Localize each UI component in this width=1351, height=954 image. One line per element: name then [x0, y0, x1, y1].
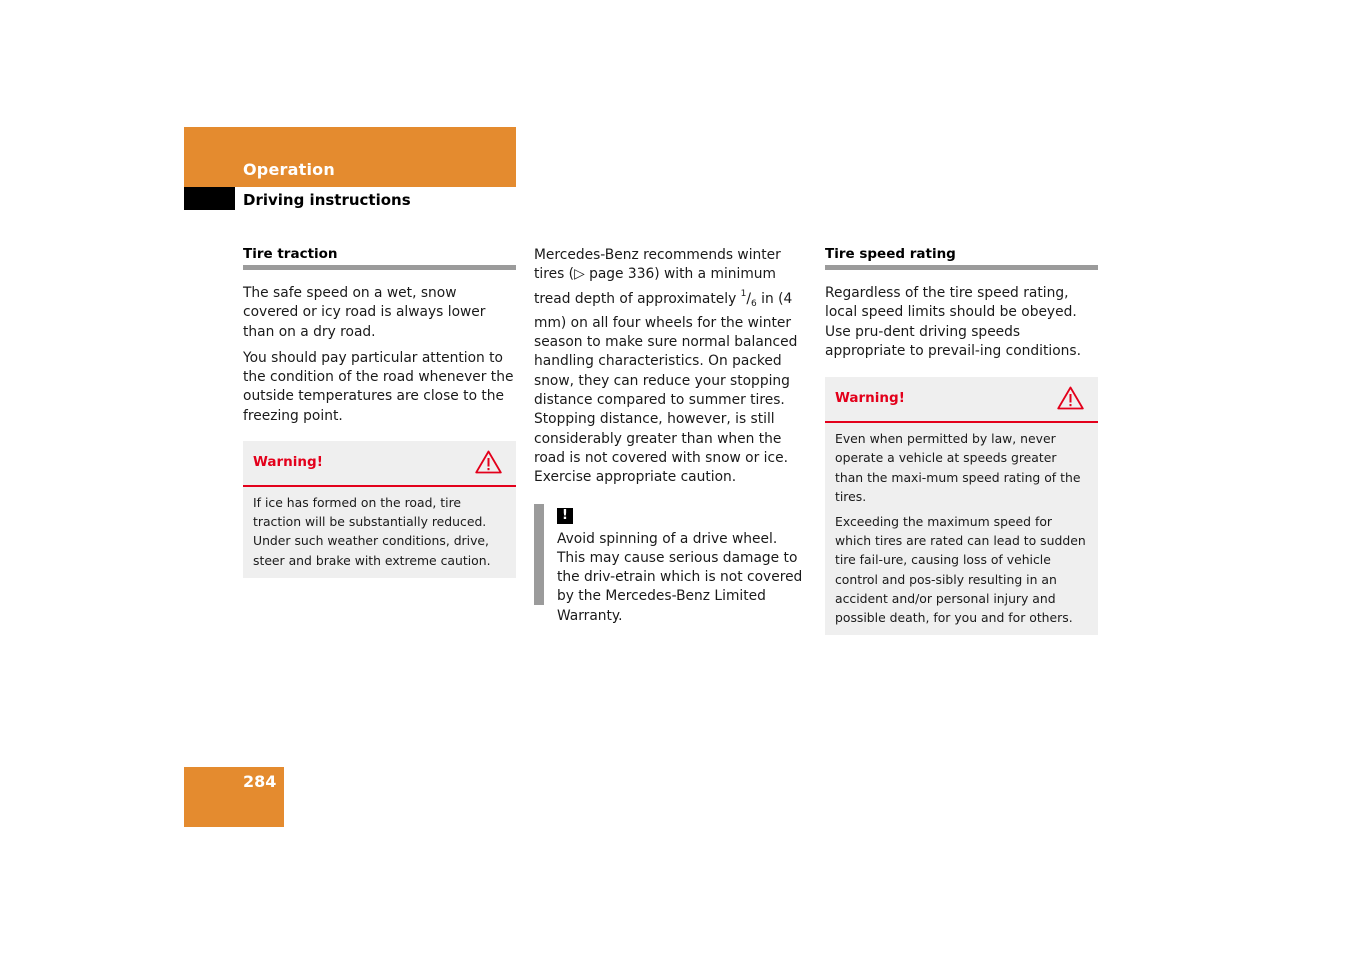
- column-tire-traction: [243, 246, 516, 578]
- warning-body: [243, 487, 516, 578]
- warning-box: [825, 377, 1098, 635]
- warning-text: Exceeding the maximum speed for which tires are rated can lead to sudden tire fail-ure, causing loss of vehicle control and pos-sibly resulting in an accident and/or personal injury and possible death, for you and for others.: [835, 514, 1086, 626]
- warning-header: [243, 441, 516, 487]
- heading-tire-traction: Tire traction: [243, 246, 338, 262]
- paragraph-winter-tires: [534, 246, 807, 488]
- page-ref-arrow: ▷: [574, 266, 585, 283]
- paragraph: The safe speed on a wet, snow covered or icy road is always lower than on a dry road.: [243, 285, 486, 340]
- warning-text: Even when permitted by law, never operate a vehicle at speeds greater than the maxi-mum speed rating of the tires.: [835, 431, 1081, 504]
- exclamation-icon: !: [557, 508, 573, 524]
- fraction: [740, 288, 757, 309]
- text-run: in (4 mm) on all four wheels for the winter season to make sure normal balanced handling characteristics. On packed snow, they can reduce your stopping distance compared to summer tires. Stopping distance, however, is still considerably greater than when the road is not covered with snow or ice. Exercise appropriate caution.: [534, 290, 798, 486]
- text-run: Mercedes-Benz recommends winter tires (: [534, 247, 781, 283]
- warning-label: Warning!: [835, 390, 905, 407]
- fraction-numerator: 1: [740, 288, 747, 299]
- warning-text: If ice has formed on the road, tire traction will be substantially reduced. Under such weather conditions, drive, steer and brake with extreme caution.: [253, 495, 491, 568]
- paragraph: You should pay particular attention to the condition of the road whenever the outside temperatures are close to the freezing point.: [243, 349, 514, 424]
- page-reference: page 336) with a minimum tread depth of approximately: [534, 266, 776, 307]
- paragraph: Regardless of the tire speed rating, local speed limits should be obeyed. Use pru-dent driving speeds appropriate to prevail-ing conditions.: [825, 285, 1081, 359]
- note-box: [534, 504, 807, 626]
- warning-body: [825, 423, 1098, 635]
- header-tab-marker: [184, 187, 235, 210]
- column-tire-speed-rating: [825, 246, 1098, 635]
- fraction-slash: /: [746, 290, 752, 307]
- warning-triangle-icon: [1057, 386, 1084, 410]
- note-text: Avoid spinning of a drive wheel. This may cause serious damage to the driv-etrain which is not covered by the Mercedes-Benz Limited Warranty.: [557, 530, 803, 624]
- warning-triangle-icon: [475, 450, 502, 474]
- warning-box: [243, 441, 516, 578]
- heading-rule: [825, 265, 1098, 270]
- column-winter-tires: [534, 246, 807, 626]
- warning-label: Warning!: [253, 454, 323, 471]
- section-title: Operation: [243, 160, 335, 179]
- warning-header: [825, 377, 1098, 423]
- page-number: 284: [243, 772, 277, 791]
- heading-tire-speed-rating: Tire speed rating: [825, 246, 956, 262]
- note-bar: [534, 504, 544, 605]
- header-band: [184, 127, 516, 187]
- heading-rule: [243, 265, 516, 270]
- fraction-denominator: 6: [751, 298, 757, 309]
- subsection-title: Driving instructions: [243, 191, 411, 209]
